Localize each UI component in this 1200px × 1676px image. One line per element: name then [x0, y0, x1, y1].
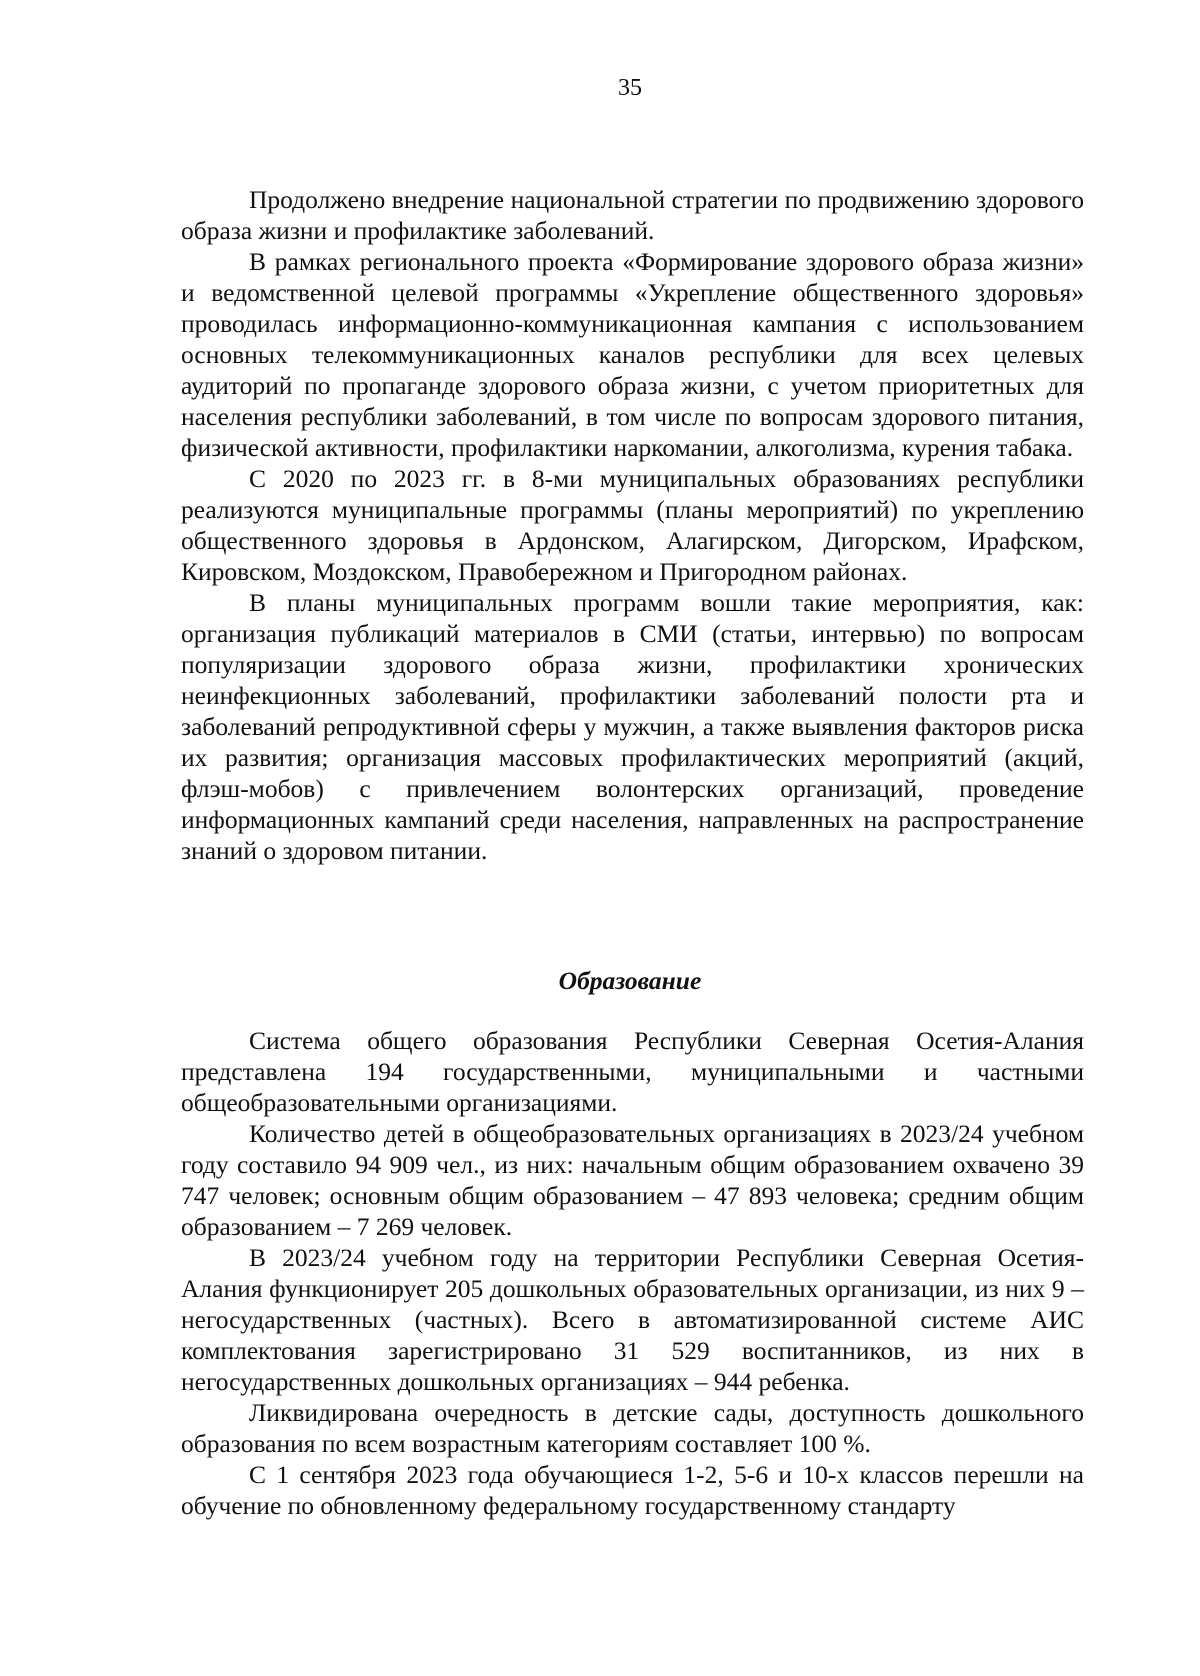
page-number: 35	[618, 75, 642, 101]
paragraph: С 1 сентября 2023 года обучающиеся 1-2, 5-6 и 10-х классов перешли на обучение по обновленному федеральному государственному стандарту	[181, 1460, 1084, 1520]
paragraph: В планы муниципальных программ вошли такие мероприятия, как: организация публикаций материалов в СМИ (статьи, интервью) по вопросам популяризации здорового образа жизни, профилактики хронических неинфекционных заболеваний, профилактики заболеваний полости рта и заболеваний репродуктивной сферы у мужчин, а также выявления факторов риска их развития; организация массовых профилактических мероприятий (акций, флэш-мобов) с привлечением волонтерских организаций, проведение информационных кампаний среди населения, направленных на распространение знаний о здоровом питании.	[181, 588, 1084, 865]
paragraph: В рамках регионального проекта «Формирование здорового образа жизни» и ведомственной целевой программы «Укрепление общественного здоровья» проводилась информационно-коммуникационная кампания с использованием основных телекоммуникационных каналов республики для всех целевых аудиторий по пропаганде здорового образа жизни, с учетом приоритетных для населения республики заболеваний, в том числе по вопросам здорового питания, физической активности, профилактики наркомании, алкоголизма, курения табака.	[181, 247, 1084, 462]
paragraph: Продолжено внедрение национальной стратегии по продвижению здорового образа жизни и профилактике заболеваний.	[181, 185, 1084, 245]
section-heading-education: Образование	[558, 966, 702, 995]
paragraph: Ликвидирована очередность в детские сады, доступность дошкольного образования по всем возрастным категориям составляет 100 %.	[181, 1398, 1084, 1458]
paragraph: В 2023/24 учебном году на территории Республики Северная Осетия-Алания функционирует 205 дошкольных образовательных организации, из них 9 – негосударственных (частных). Всего в автоматизированной системе АИС комплектования зарегистрировано 31 529 воспитанников, из них в негосударственных дошкольных организациях – 944 ребенка.	[181, 1243, 1084, 1396]
paragraph: С 2020 по 2023 гг. в 8-ми муниципальных образованиях республики реализуются муниципальные программы (планы мероприятий) по укреплению общественного здоровья в Ардонском, Алагирском, Дигорском, Ирафском, Кировском, Моздокском, Правобережном и Пригородном районах.	[181, 464, 1084, 586]
paragraph: Система общего образования Республики Северная Осетия-Алания представлена 194 государственными, муниципальными и частными общеобразовательными организациями.	[181, 1026, 1084, 1117]
health-section-text	[181, 184, 1084, 866]
paragraph: Количество детей в общеобразовательных организациях в 2023/24 учебном году составило 94 909 чел., из них: начальным общим образованием охвачено 39 747 человек; основным общим образованием – 47 893 человека; средним общим образованием – 7 269 человек.	[181, 1119, 1084, 1241]
education-section-text	[181, 1025, 1084, 1521]
